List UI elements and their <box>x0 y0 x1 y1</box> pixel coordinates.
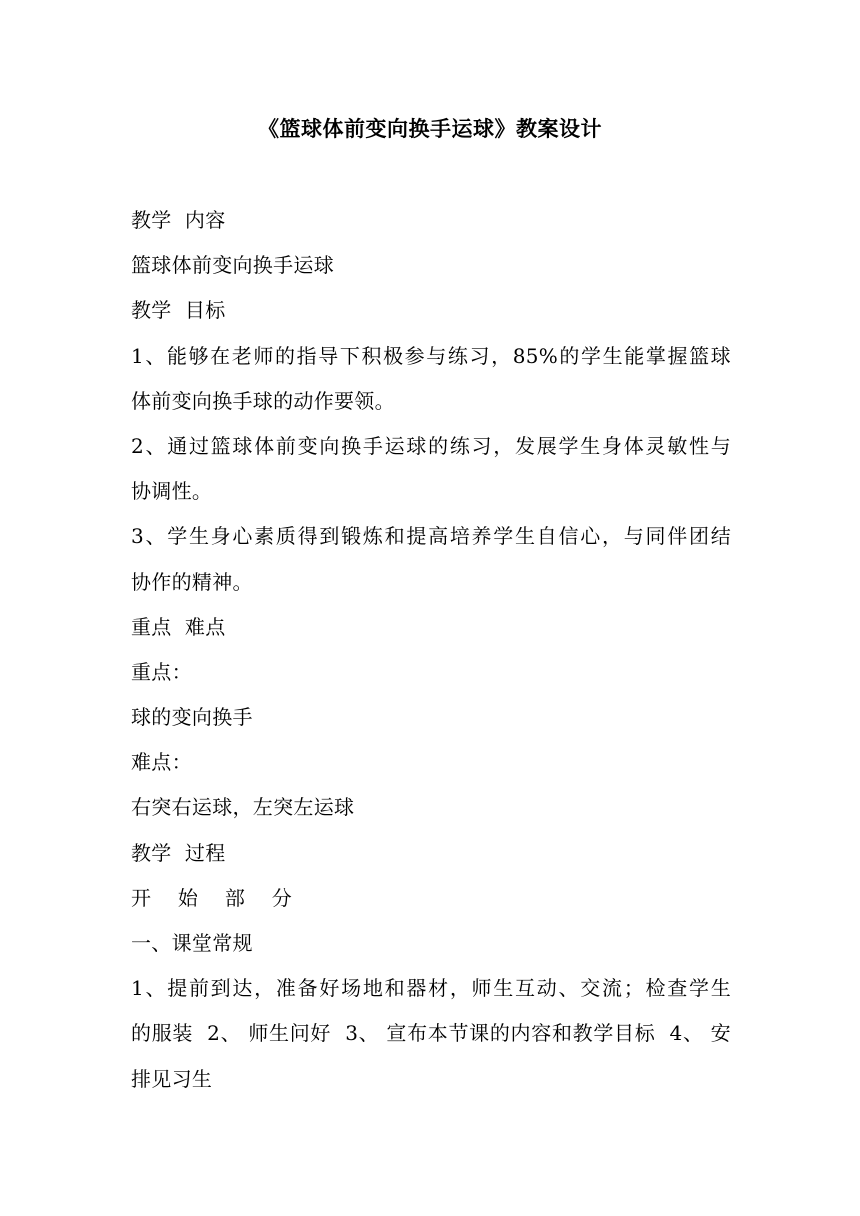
paragraph-line: 协调性。 <box>131 479 213 504</box>
paragraph-line: 体前变向换手球的动作要领。 <box>131 388 395 413</box>
paragraph-line: 1、提前到达，准备好场地和器材，师生互动、交流；检查学生 <box>131 976 731 1001</box>
paragraph-line: 2、通过篮球体前变向换手运球的练习，发展学生身体灵敏性与 <box>131 433 731 458</box>
paragraph-line: 右突右运球，左突左运球 <box>131 795 355 820</box>
paragraph-line: 排见习生 <box>131 1066 213 1091</box>
document-body <box>131 198 731 1102</box>
paragraph-line: 篮球体前变向换手运球 <box>131 253 334 278</box>
heading-teaching-content: 教学 内容 <box>131 208 226 232</box>
heading-teaching-process: 教学 过程 <box>131 840 226 865</box>
heading-teaching-goals: 教学 目标 <box>131 298 226 323</box>
paragraph-line: 一、课堂常规 <box>131 931 253 955</box>
paragraph-line: 3、学生身心素质得到锻炼和提高培养学生自信心，与同伴团结 <box>131 524 731 549</box>
heading-opening-section: 开 始 部 分 <box>131 885 293 910</box>
paragraph-line: 难点： <box>131 750 192 775</box>
paragraph-line: 1、能够在老师的指导下积极参与练习，85%的学生能掌握篮球 <box>131 343 731 368</box>
paragraph-line: 的服装 2、 师生问好 3、 宣布本节课的内容和教学目标 4、 安 <box>131 1021 731 1046</box>
document-title: 《篮球体前变向换手运球》教案设计 <box>258 116 602 141</box>
heading-key-difficult-points: 重点 难点 <box>131 614 226 639</box>
paragraph-line: 重点： <box>131 659 192 684</box>
paragraph-line: 球的变向换手 <box>131 705 253 730</box>
paragraph-line: 协作的精神。 <box>131 569 253 594</box>
